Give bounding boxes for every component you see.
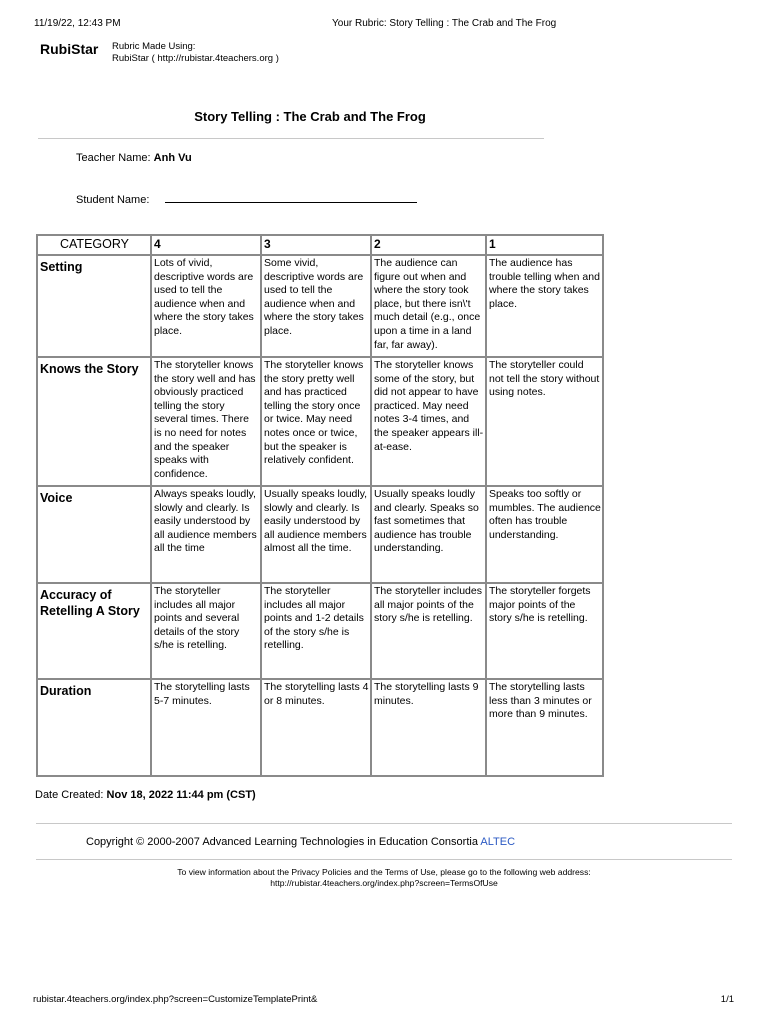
table-cell: The storytelling lasts 4 or 8 minutes.: [261, 679, 371, 776]
header-score-2: 2: [371, 235, 486, 255]
table-cell: Lots of vivid, descriptive words are used to tell the audience when and where the story takes place.: [151, 255, 261, 357]
table-cell: The storyteller knows the story pretty well and has practiced telling the story once or twice. May need notes once or twice, but the speaker is relatively confident.: [261, 357, 371, 486]
table-cell: The storyteller includes all major points and several details of the story s/he is retelling.: [151, 583, 261, 679]
table-cell: The storyteller knows some of the story, but did not appear to have practiced. May need notes 3-4 times, and the speaker appears ill-at-ease.: [371, 357, 486, 486]
table-cell: The storytelling lasts 5-7 minutes.: [151, 679, 261, 776]
table-cell: The storyteller forgets major points of the story s/he is retelling.: [486, 583, 603, 679]
table-cell: Usually speaks loudly, slowly and clearly. Is easily understood by all audience members almost all the time.: [261, 486, 371, 583]
print-header-datetime: 11/19/22, 12:43 PM: [34, 18, 121, 29]
table-cell: Some vivid, descriptive words are used to tell the audience when and where the story takes place.: [261, 255, 371, 357]
print-footer-page: 1/1: [720, 994, 734, 1005]
header-category: CATEGORY: [37, 235, 151, 255]
table-cell: The storyteller knows the story well and has obviously practiced telling the story several times. There is no need for notes and the speaker speaks with confidence.: [151, 357, 261, 486]
privacy-url: http://rubistar.4teachers.org/index.php?screen=TermsOfUse: [270, 878, 498, 888]
header-score-4: 4: [151, 235, 261, 255]
row-category: Accuracy of Retelling A Story: [37, 583, 151, 679]
row-category: Duration: [37, 679, 151, 776]
table-row: [37, 583, 603, 679]
table-cell: The audience can figure out when and where the story took place, but there isn\'t much detail (e.g., once upon a time in a land far, far away).: [371, 255, 486, 357]
header-score-1: 1: [486, 235, 603, 255]
table-row: [37, 357, 603, 486]
table-row: [37, 486, 603, 583]
made-using-line1: Rubric Made Using:: [112, 41, 196, 52]
altec-link[interactable]: ALTEC: [480, 836, 516, 848]
brand-logo-text: RubiStar: [40, 41, 99, 57]
header-score-3: 3: [261, 235, 371, 255]
student-name-row: [76, 193, 417, 206]
table-cell: The storytelling lasts less than 3 minutes or more than 9 minutes.: [486, 679, 603, 776]
date-created-label: Date Created:: [35, 789, 104, 801]
divider: [36, 823, 732, 824]
date-created-value: Nov 18, 2022 11:44 pm (CST): [106, 789, 256, 801]
made-using-note: [112, 41, 279, 65]
divider: [38, 138, 544, 139]
privacy-notice: [0, 867, 768, 889]
table-cell: The storytelling lasts 9 minutes.: [371, 679, 486, 776]
rubric-table: [36, 234, 604, 777]
date-created: [35, 789, 256, 801]
page-title: Story Telling : The Crab and The Frog: [194, 109, 426, 124]
student-name-label: Student Name:: [76, 194, 150, 206]
teacher-name-row: [76, 152, 192, 164]
table-cell: Speaks too softly or mumbles. The audience often has trouble understanding.: [486, 486, 603, 583]
row-category: Knows the Story: [37, 357, 151, 486]
table-cell: The storyteller includes all major points and 1-2 details of the story s/he is retelling.: [261, 583, 371, 679]
made-using-line2: RubiStar ( http://rubistar.4teachers.org ): [112, 53, 279, 64]
print-footer-url: rubistar.4teachers.org/index.php?screen=CustomizeTemplatePrint&: [33, 994, 318, 1005]
table-cell: The audience has trouble telling when and where the story takes place.: [486, 255, 603, 357]
copyright-text: Copyright © 2000-2007 Advanced Learning Technologies in Education Consortia: [86, 836, 478, 848]
row-category: Setting: [37, 255, 151, 357]
privacy-line1: To view information about the Privacy Policies and the Terms of Use, please go to the following web address:: [177, 867, 591, 877]
teacher-name-label: Teacher Name:: [76, 152, 151, 164]
table-row: [37, 679, 603, 776]
teacher-name-value: Anh Vu: [153, 152, 192, 164]
divider: [36, 859, 732, 860]
row-category: Voice: [37, 486, 151, 583]
copyright-notice: [86, 836, 515, 848]
table-cell: Always speaks loudly, slowly and clearly. Is easily understood by all audience members all the time: [151, 486, 261, 583]
table-cell: Usually speaks loudly and clearly. Speaks so fast sometimes that audience has trouble understanding.: [371, 486, 486, 583]
table-cell: The storyteller includes all major points of the story s/he is retelling.: [371, 583, 486, 679]
table-header-row: [37, 235, 603, 255]
table-cell: The storyteller could not tell the story without using notes.: [486, 357, 603, 486]
print-header-title: Your Rubric: Story Telling : The Crab and The Frog: [332, 18, 557, 29]
student-name-blank: [165, 193, 417, 203]
table-row: [37, 255, 603, 357]
